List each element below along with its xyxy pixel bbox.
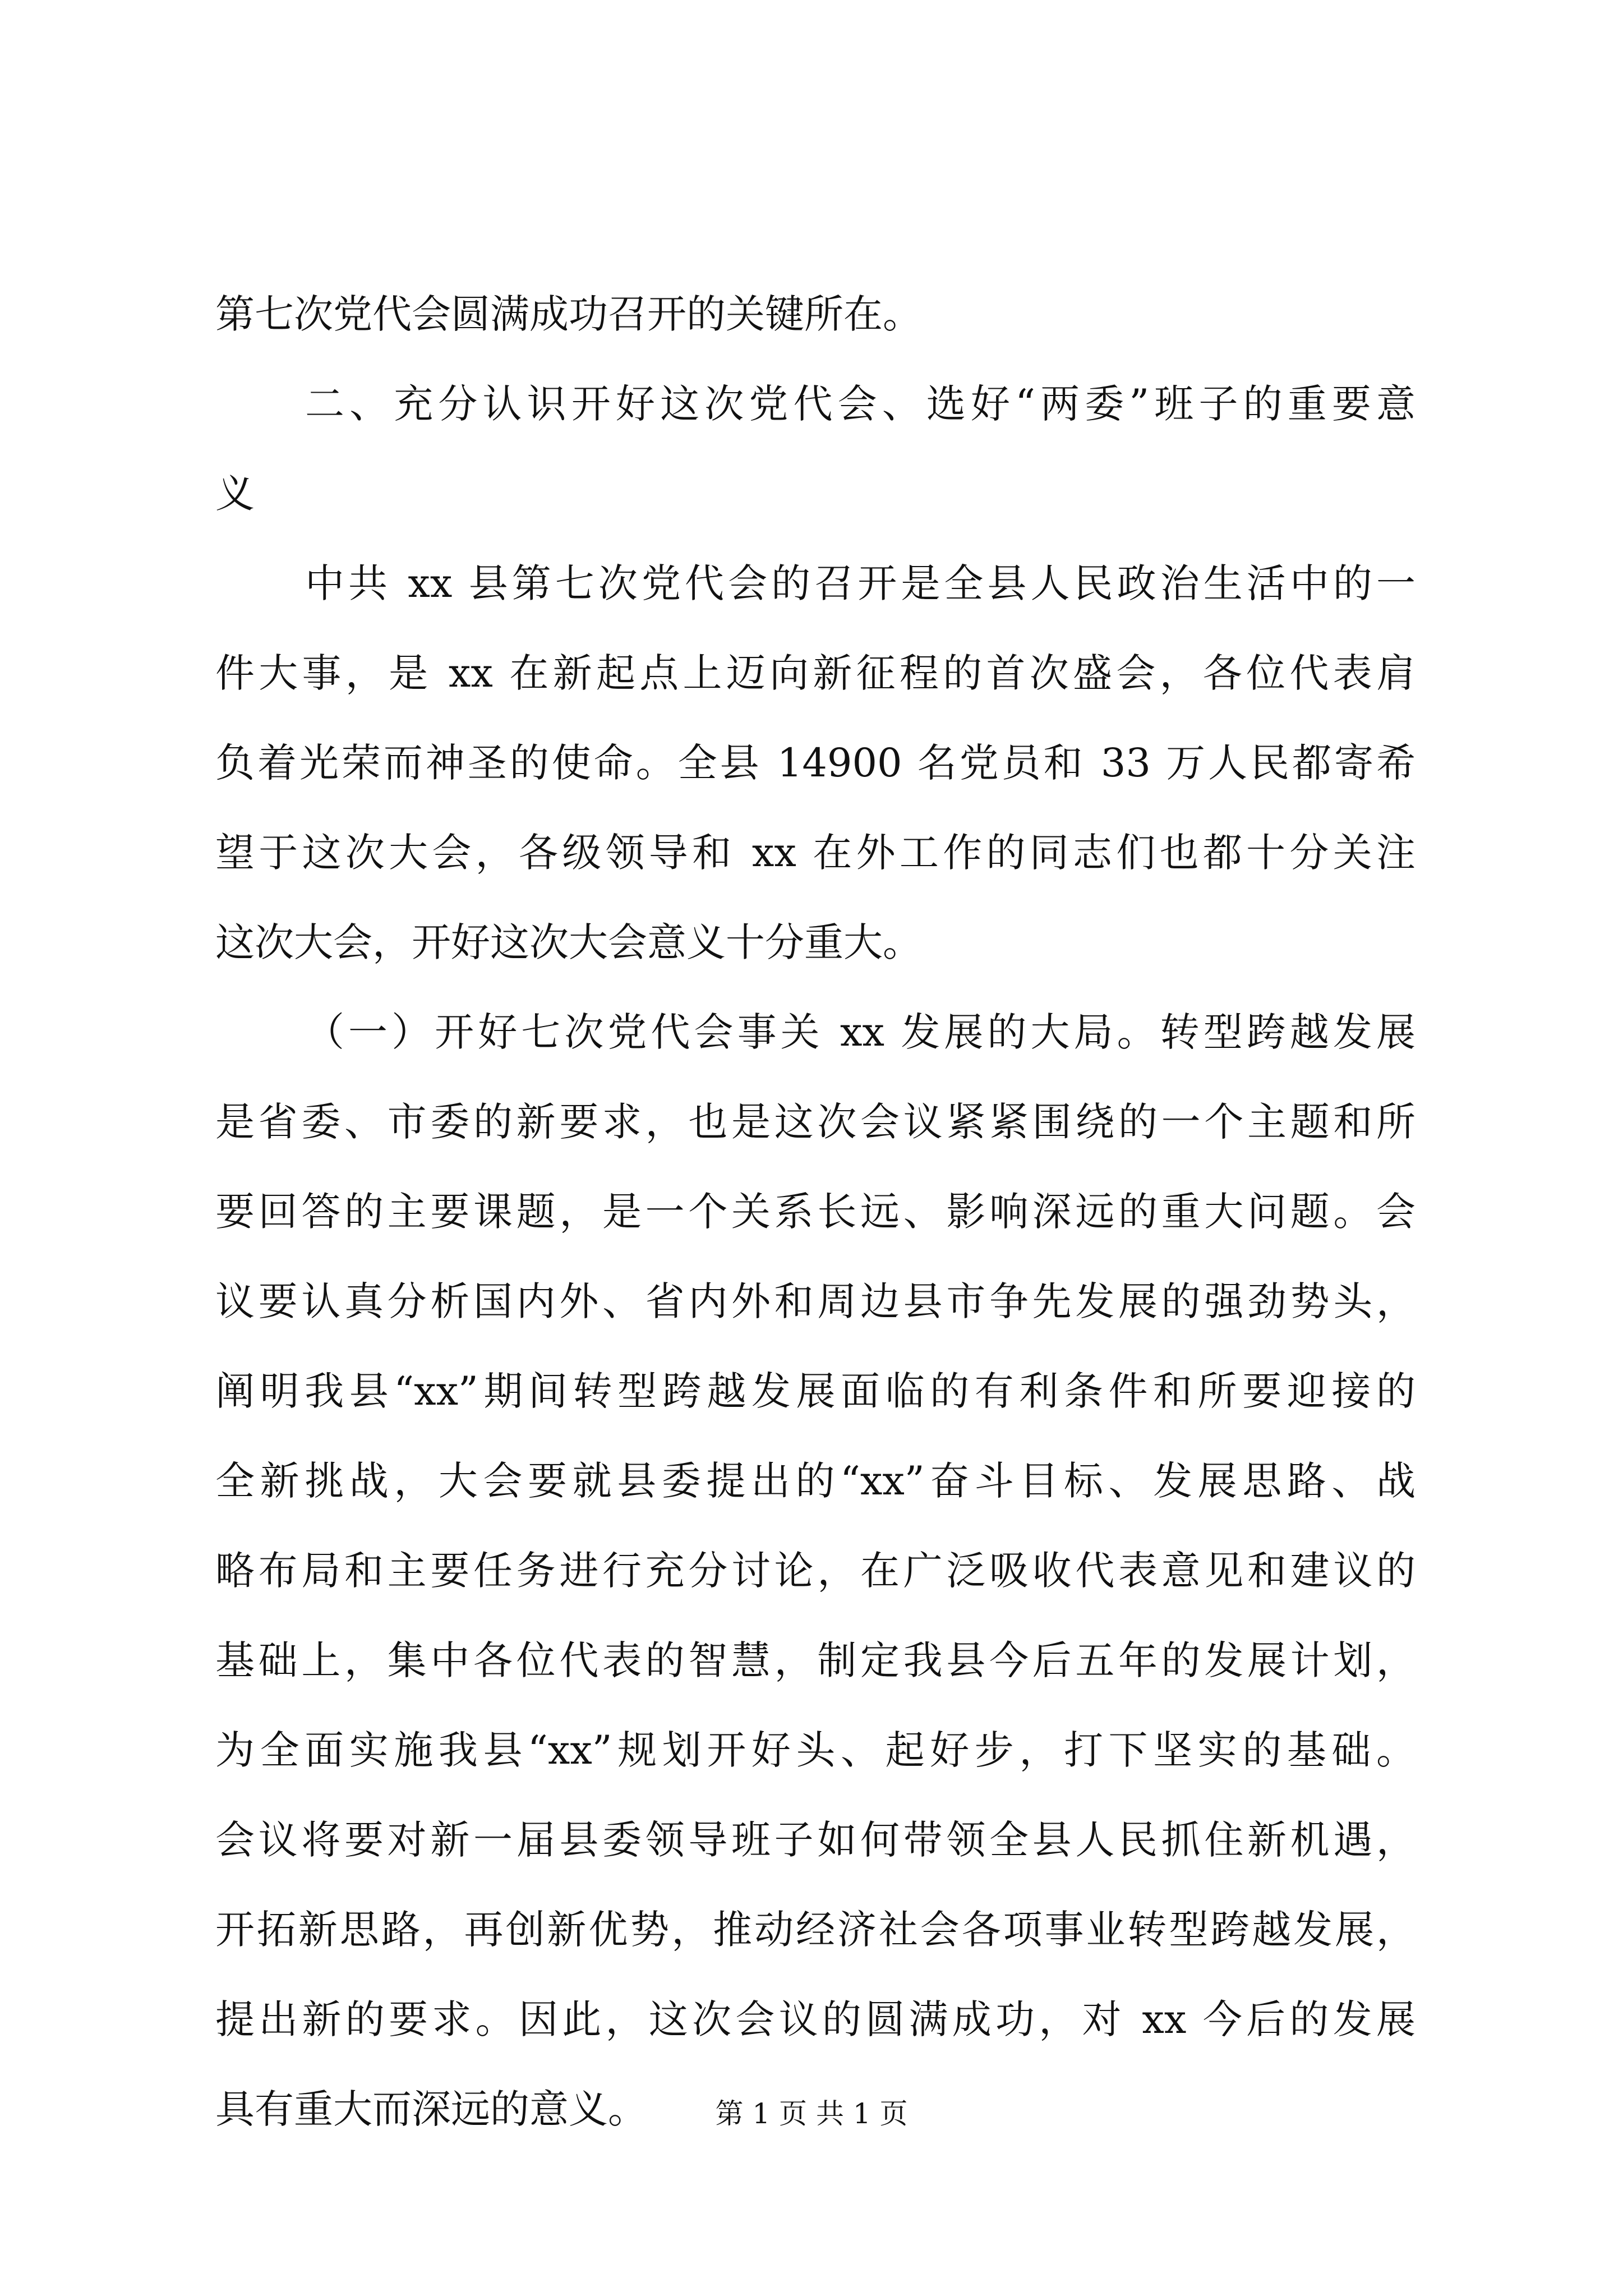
document-body [215, 269, 1415, 2154]
paragraph-line: 阐明我县“xx”期间转型跨越发展面临的有利条件和所要迎接的 [215, 1368, 1415, 1414]
page-footer: 第 1 页 共 1 页 [715, 2097, 908, 2130]
paragraph-line: 基础上，集中各位代表的智慧，制定我县今后五年的发展计划， [215, 1637, 1415, 1683]
paragraph-line: 会议将要对新一届县委领导班子如何带领全县人民抓住新机遇， [215, 1817, 1415, 1863]
paragraph-line: 为全面实施我县“xx”规划开好头、起好步，打下坚实的基础。 [215, 1727, 1415, 1773]
paragraph-line: 望于这次大会，各级领导和 xx 在外工作的同志们也都十分关注 [215, 830, 1415, 876]
paragraph-line: 第七次党代会圆满成功召开的关键所在。 [215, 291, 922, 337]
paragraph-line: 件大事，是 xx 在新起点上迈向新征程的首次盛会，各位代表肩 [215, 650, 1415, 696]
paragraph-line: 中共 xx 县第七次党代会的召开是全县人民政治生活中的一 [305, 560, 1415, 606]
paragraph-line: 议要认真分析国内外、省内外和周边县市争先发展的强劲势头， [215, 1278, 1415, 1324]
paragraph-line: 提出新的要求。因此，这次会议的圆满成功，对 xx 今后的发展 [215, 1996, 1415, 2042]
paragraph-line: 具有重大而深远的意义。 [215, 2086, 647, 2132]
section-heading-line: 二、充分认识开好这次党代会、选好“两委”班子的重要意 [305, 381, 1415, 427]
section-heading-line: 义 [215, 471, 255, 517]
paragraph-line: 开拓新思路，再创新优势，推动经济社会各项事业转型跨越发展， [215, 1907, 1415, 1953]
paragraph-line: 全新挑战，大会要就县委提出的“xx”奋斗目标、发展思路、战 [215, 1458, 1415, 1504]
paragraph-line: 是省委、市委的新要求，也是这次会议紧紧围绕的一个主题和所 [215, 1099, 1415, 1145]
paragraph-line: 这次大会，开好这次大会意义十分重大。 [215, 919, 922, 965]
paragraph-line: 略布局和主要任务进行充分讨论，在广泛吸收代表意见和建议的 [215, 1548, 1415, 1594]
paragraph-line: 负着光荣而神圣的使命。全县 14900 名党员和 33 万人民都寄希 [215, 740, 1415, 786]
paragraph-line: （一）开好七次党代会事关 xx 发展的大局。转型跨越发展 [305, 1009, 1415, 1055]
paragraph-line: 要回答的主要课题，是一个关系长远、影响深远的重大问题。会 [215, 1189, 1415, 1235]
